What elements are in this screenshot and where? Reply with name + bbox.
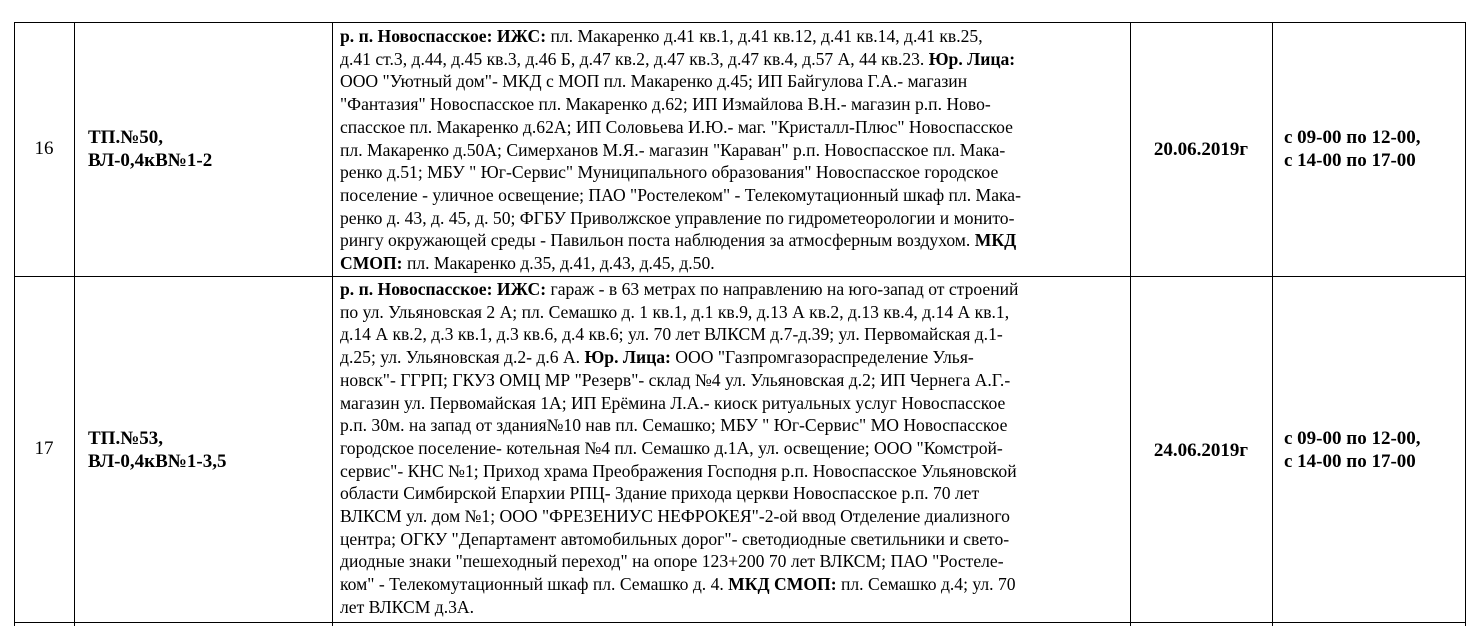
outage-schedule-table (14, 22, 1466, 626)
address-line (340, 25, 1021, 48)
address-text: ООО "Уютный дом"- МКД с МОП пл. Макаренко д.45; ИП Байгулова Г.А.- магазин (340, 71, 968, 92)
address-text: ренко д.51; МБУ " Юг-Сервис" Муниципального образования" Новоспасское городское (340, 162, 999, 183)
address-line (340, 369, 1018, 392)
address-text: д.14 А кв.2, д.3 кв.1, д.3 кв.6, д.4 кв.6; ул. 70 лет ВЛКСМ д.7-д.39; ул. Первомайская д.1- (340, 324, 1003, 345)
outage-date: 20.06.2019г (1153, 139, 1249, 160)
address-text: "Фантазия" Новоспасское пл. Макаренко д.62; ИП Измайлова В.Н.- магазин р.п. Ново- (340, 94, 991, 115)
address-heading: р. п. Новоспасское: ИЖС: (340, 26, 547, 46)
address-line (340, 229, 1021, 252)
address-text: поселение - уличное освещение; ПАО "Ростелеком" - Телекомутационный шкаф пл. Мака- (340, 184, 1021, 205)
address-heading: Юр. Лица: (928, 48, 1016, 69)
address-text: д.25; ул. Ульяновская д.2- д.6 А. (340, 347, 585, 368)
address-text: д.41 ст.3, д.44, д.45 кв.3, д.46 Б, д.47 кв.2, д.47 кв.3, д.47 кв.4, д.57 А, 44 кв.23. (340, 48, 929, 69)
time-range: с 14-00 по 17-00 (1284, 150, 1416, 171)
address-line (340, 460, 1018, 483)
address-list (340, 278, 1018, 619)
address-heading: Юр. Лица: (584, 347, 671, 368)
address-line (340, 550, 1018, 573)
row-number: 16 (34, 138, 54, 159)
grid-line (332, 22, 333, 626)
address-text: гараж - в 63 метрах по направлению на юго-запад от строений (546, 279, 1019, 299)
address-text: пл. Макаренко д.41 кв.1, д.41 кв.12, д.41 кв.14, д.41 кв.25, (546, 26, 983, 46)
address-line (340, 528, 1018, 551)
address-line (340, 596, 1018, 619)
address-list (340, 25, 1021, 275)
address-line (340, 392, 1018, 415)
grid-line (14, 22, 1466, 23)
grid-line (74, 22, 75, 626)
address-text: новск"- ГГРП; ГКУЗ ОМЦ МР "Резерв"- склад №4 ул. Ульяновская д.2; ИП Чернега А.Г.- (340, 369, 1011, 390)
address-line (340, 184, 1021, 207)
address-text: ООО "Газпромгазораспределение Улья- (670, 347, 974, 368)
address-line (340, 116, 1021, 139)
address-line (340, 278, 1018, 301)
address-line (340, 252, 1021, 275)
address-line (340, 93, 1021, 116)
time-range: с 09-00 по 12-00, (1284, 127, 1421, 148)
time-range: с 09-00 по 12-00, (1284, 428, 1421, 449)
row-number: 17 (34, 438, 54, 459)
outage-date: 24.06.2019г (1153, 440, 1249, 461)
substation-label: ТП.№50, (88, 127, 164, 148)
address-heading: р. п. Новоспасское: ИЖС: (340, 279, 547, 299)
grid-line (14, 622, 1466, 623)
grid-line (14, 276, 1466, 277)
grid-line (1465, 22, 1466, 626)
grid-line (1272, 22, 1273, 626)
address-line (340, 301, 1018, 324)
time-range: с 14-00 по 17-00 (1284, 451, 1416, 472)
outage-time (1284, 126, 1421, 172)
address-text: р.п. 30м. на запад от здания№10 нав пл. Семашко; МБУ " Юг-Сервис" МО Новоспасское (340, 415, 1008, 436)
address-text: магазин ул. Первомайская 1А; ИП Ерёмина Л.А.- киоск ритуальных услуг Новоспасское (340, 392, 1006, 413)
address-text: ренко д. 43, д. 45, д. 50; ФГБУ Приволжское управление по гидрометеорологии и монито- (340, 207, 1015, 228)
substation-cell (88, 427, 226, 473)
address-text: спасское пл. Макаренко д.62А; ИП Соловьева И.Ю.- маг. "Кристалл-Плюс" Новоспасское (340, 116, 1013, 137)
grid-line (14, 22, 15, 626)
address-text: пл. Макаренко д.35, д.41, д.43, д.45, д.50. (402, 253, 715, 274)
address-line (340, 161, 1021, 184)
line-label: ВЛ-0,4кВ№1-3,5 (88, 451, 227, 472)
address-line (340, 207, 1021, 230)
address-line (340, 70, 1021, 93)
address-line (340, 48, 1021, 71)
substation-cell (88, 126, 212, 172)
address-heading: МКД (974, 230, 1017, 251)
substation-label: ТП.№53, (88, 428, 164, 449)
address-text: центра; ОГКУ "Департамент автомобильных дорог"- светодиодные светильники и свето- (340, 528, 1010, 549)
line-label: ВЛ-0,4кВ№1-2 (88, 150, 213, 171)
address-line (340, 139, 1021, 162)
address-text: по ул. Ульяновская 2 А; пл. Семашко д. 1 кв.1, д.1 кв.9, д.13 А кв.2, д.13 кв.4, д.14 А кв.1, (340, 301, 1010, 322)
address-text: ВЛКСМ ул. дом №1; ООО "ФРЕЗЕНИУС НЕФРОКЕЯ"-2-ой ввод Отделение диализного (340, 506, 1010, 527)
address-heading: МКД СМОП: (728, 574, 837, 595)
address-text: диодные знаки "пешеходный переход" на опоре 123+200 70 лет ВЛКСМ; ПАО "Ростеле- (340, 551, 1004, 572)
address-line (340, 573, 1018, 596)
address-text: ком" - Телекомутационный шкаф пл. Семашко д. 4. (340, 574, 729, 595)
address-line (340, 505, 1018, 528)
address-line (340, 414, 1018, 437)
address-text: сервис"- КНС №1; Приход храма Преображения Господня р.п. Новоспасское Ульяновской (340, 460, 1017, 481)
address-line (340, 482, 1018, 505)
address-line (340, 323, 1018, 346)
address-text: пл. Макаренко д.50А; Симерханов М.Я.- магазин "Караван" р.п. Новоспасское пл. Мака- (340, 139, 1006, 160)
address-heading: СМОП: (340, 253, 403, 274)
grid-line (1130, 22, 1131, 626)
address-text: городское поселение- котельная №4 пл. Семашко д.1А, ул. освещение; ООО "Комстрой- (340, 437, 1003, 458)
outage-time (1284, 427, 1421, 473)
address-text: области Симбирской Епархии РПЦ- Здание прихода церкви Новоспасское р.п. 70 лет (340, 483, 980, 504)
address-text: пл. Семашко д.4; ул. 70 (836, 574, 1016, 595)
address-line (340, 346, 1018, 369)
address-text: рингу окружающей среды - Павильон поста наблюдения за атмосферным воздухом. (340, 230, 975, 251)
address-text: лет ВЛКСМ д.3А. (340, 596, 474, 617)
address-line (340, 437, 1018, 460)
